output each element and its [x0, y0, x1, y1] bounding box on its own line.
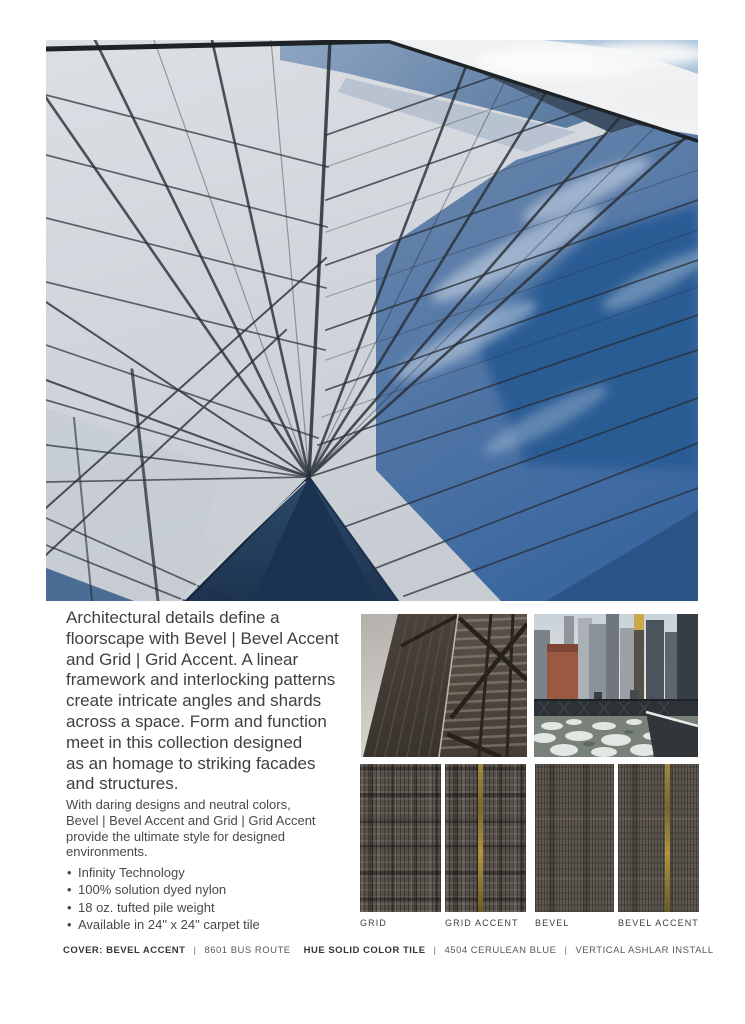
swatch-label: BEVEL — [535, 918, 570, 928]
feature-item: • 100% solution dyed nylon — [66, 881, 368, 898]
intro-line: floorscape with Bevel | Bevel Accent — [66, 628, 339, 648]
footer-separator: | — [433, 945, 437, 956]
footer-cover-label: COVER: BEVEL ACCENT — [63, 945, 186, 956]
feature-item: • Infinity Technology — [66, 864, 368, 881]
footer-collection-name: HUE SOLID COLOR TILE — [303, 945, 426, 956]
footer-install-method: VERTICAL ASHLAR INSTALL — [575, 945, 714, 956]
intro-line: and structures. — [66, 774, 179, 794]
dark-tower-illustration — [361, 614, 527, 757]
glass-facade-photo — [46, 40, 698, 601]
feature-item: • 18 oz. tufted pile weight — [66, 899, 368, 916]
cover-spec-line — [63, 945, 723, 956]
dark-tower-photo — [361, 614, 527, 757]
intro-line: meet in this collection designed — [66, 732, 303, 752]
gold-accent-stripe — [665, 764, 670, 912]
intro-line: and Grid | Grid Accent. A linear — [66, 649, 299, 669]
intro-paragraph — [66, 608, 368, 795]
feature-item: • Available in 24" x 24" carpet tile — [66, 916, 368, 933]
swatch-bevel-texture — [535, 764, 614, 912]
body-paragraph — [66, 797, 368, 860]
intro-line: across a space. Form and function — [66, 711, 327, 731]
intro-line: Architectural details define a — [66, 608, 280, 627]
swatch-label: BEVEL ACCENT — [618, 918, 699, 928]
swatch-bevel-accent — [618, 764, 699, 928]
features-list — [66, 864, 368, 934]
body-line: Bevel | Bevel Accent and Grid | Grid Accent — [66, 812, 316, 828]
swatch-bevel-accent-texture — [618, 764, 699, 912]
footer-color-name: 4504 CERULEAN BLUE — [444, 945, 557, 956]
intro-line: create intricate angles and shards — [66, 691, 322, 711]
body-line: environments. — [66, 844, 148, 860]
swatch-grid — [360, 764, 441, 928]
footer-separator: | — [564, 945, 568, 956]
swatch-grid-texture — [360, 764, 441, 912]
swatch-label: GRID — [360, 918, 387, 928]
footer-style-name: 8601 BUS ROUTE — [204, 945, 291, 956]
swatch-grid-accent — [445, 764, 526, 928]
footer-separator: | — [193, 945, 197, 956]
swatch-grid-accent-texture — [445, 764, 526, 912]
glass-facade-illustration — [46, 40, 698, 601]
body-line: provide the ultimate style for designed — [66, 828, 285, 844]
swatch-label: GRID ACCENT — [445, 918, 519, 928]
intro-line: as an homage to striking facades — [66, 753, 316, 773]
swatch-bevel — [535, 764, 614, 928]
skyline-illustration — [534, 614, 698, 757]
gold-accent-stripe — [478, 764, 483, 912]
body-line: With daring designs and neutral colors, — [66, 797, 291, 812]
intro-line: framework and interlocking patterns — [66, 670, 336, 690]
frozen-river-skyline-photo — [534, 614, 698, 757]
